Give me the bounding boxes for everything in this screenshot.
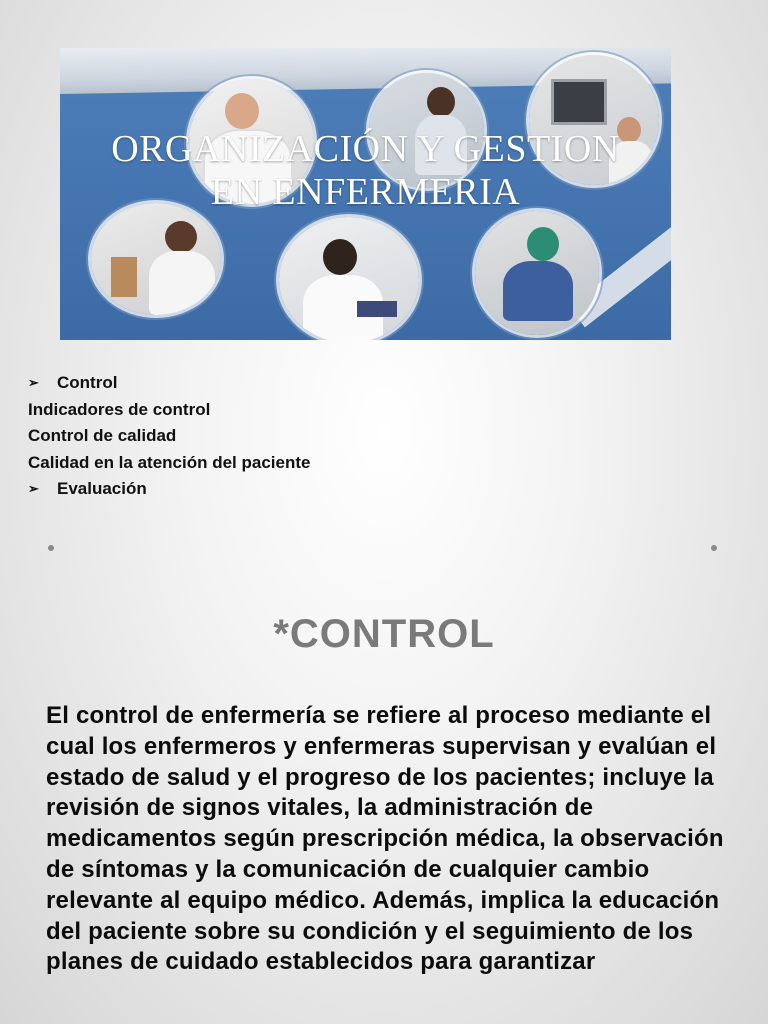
banner-title-line-1: ORGANIZACIÓN Y GESTION xyxy=(111,128,620,170)
photo-nurse-bottom-left xyxy=(88,200,224,318)
topic-list xyxy=(28,370,310,503)
arrow-bullet-icon: ➢ xyxy=(28,375,39,390)
topic-item xyxy=(28,397,310,424)
slide-dot-right xyxy=(711,545,717,551)
topic-label: Control xyxy=(57,373,118,392)
section-title: *CONTROL xyxy=(273,612,495,656)
topic-item xyxy=(28,370,310,397)
banner-title xyxy=(60,128,671,214)
slide-dot-left xyxy=(48,545,54,551)
photo-nurse-bottom-right xyxy=(472,208,602,338)
arrow-bullet-icon: ➢ xyxy=(28,481,39,496)
topic-label: Evaluación xyxy=(57,479,147,498)
header-banner xyxy=(60,48,671,340)
section-paragraph: El control de enfermería se refiere al proceso mediante el cual los enfermeros y enfermeras supervisan y evalúan el estado de salud y el progreso de los pacientes; incluye la revisión de signos vitales, la administración de medicamentos según prescripción médica, la observación de síntomas y la comunicación de cualquier cambio relevante al equipo médico. Además, implica la educación del paciente sobre su condición y el seguimiento de los planes de cuidado establecidos para garantizar xyxy=(46,702,724,976)
topic-item xyxy=(28,423,310,450)
topic-label: Indicadores de control xyxy=(28,399,211,419)
topic-item xyxy=(28,476,310,503)
photo-nurse-bottom-center xyxy=(276,214,422,340)
banner-title-line-2: EN ENFERMERIA xyxy=(210,171,521,213)
topic-label: Calidad en la atención del paciente xyxy=(28,452,311,472)
topic-item xyxy=(28,450,310,477)
topic-label: Control de calidad xyxy=(28,426,177,445)
